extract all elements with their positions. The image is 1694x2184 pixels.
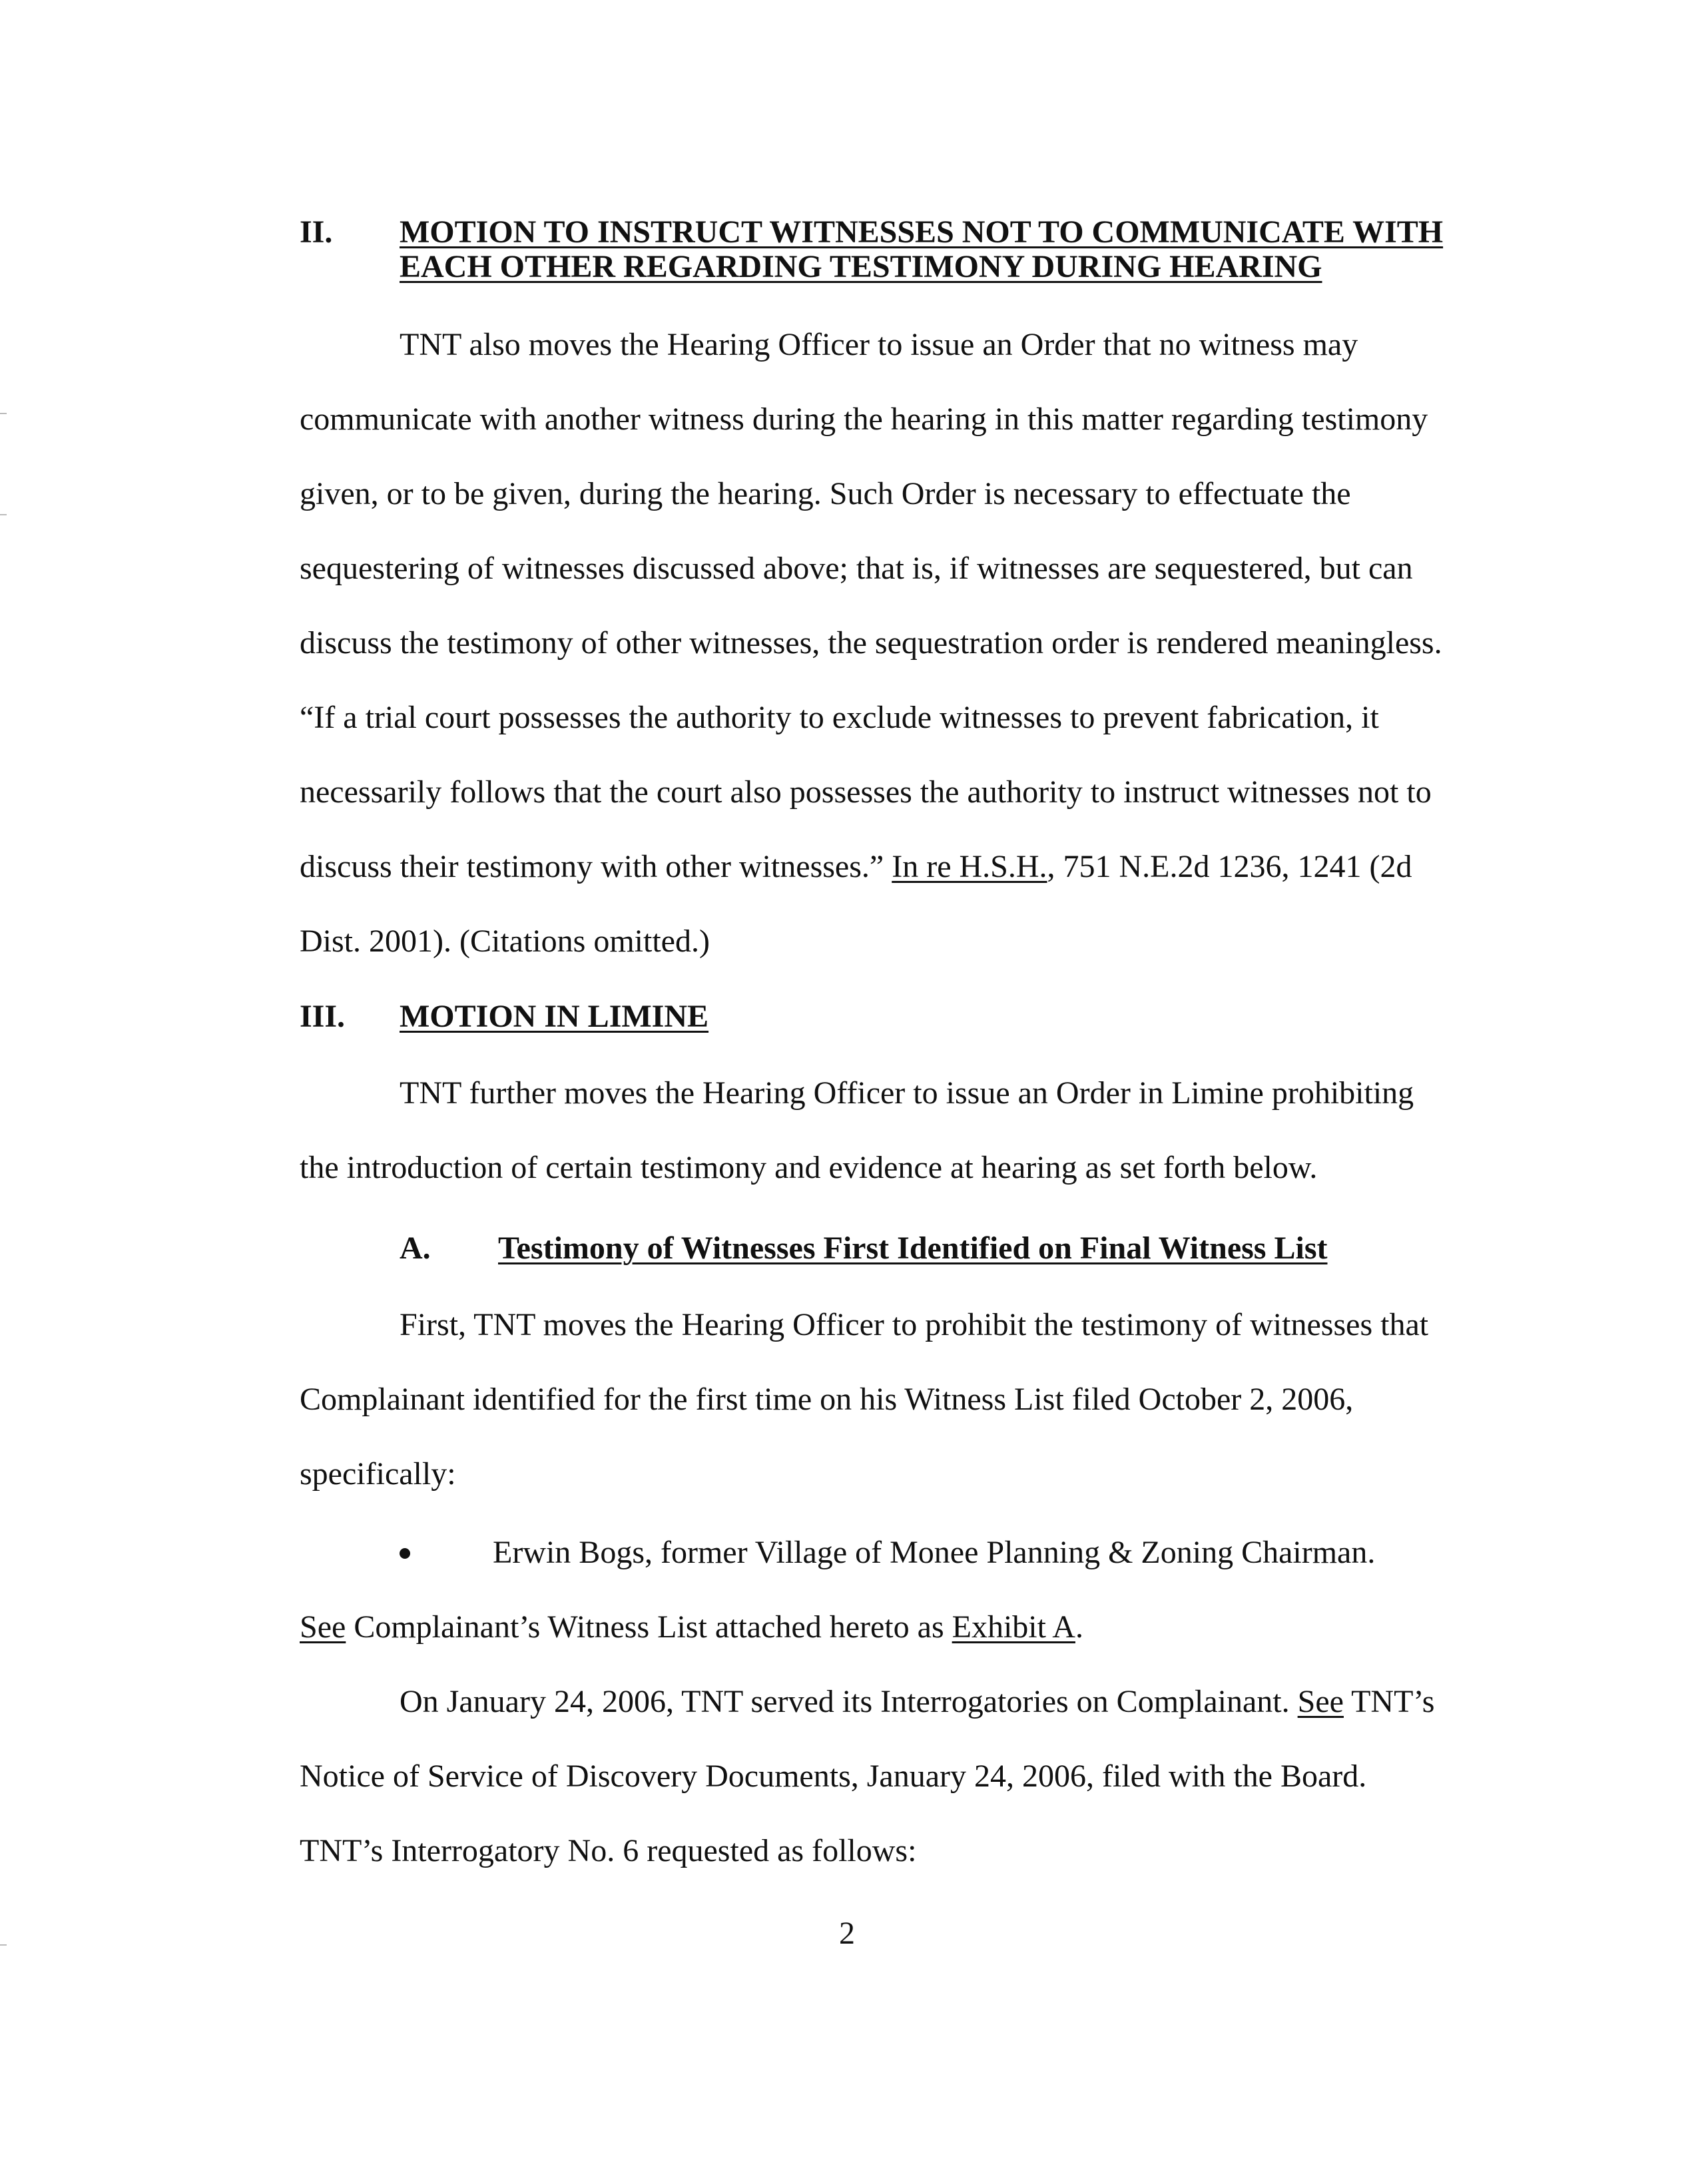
page-number: 2 [839, 1916, 855, 1951]
paragraph-line: given, or to be given, during the hearing. Such Order is necessary to effectuate the [300, 476, 1351, 511]
scan-margin-mark [0, 514, 7, 515]
paragraph-line: TNT also moves the Hearing Officer to issue an Order that no witness may [400, 327, 1358, 362]
paragraph-line: Complainant identified for the first time on his Witness List filed October 2, 2006, [300, 1382, 1354, 1417]
bullet-item: Erwin Bogs, former Village of Monee Planning & Zoning Chairman. [493, 1535, 1376, 1570]
paragraph-line: “If a trial court possesses the authority to exclude witnesses to prevent fabrication, it [300, 700, 1379, 735]
paragraph-line: On January 24, 2006, TNT served its Interrogatories on Complainant. See TNT’s [400, 1684, 1435, 1719]
bullet-icon [400, 1548, 410, 1559]
paragraph-line: Dist. 2001). (Citations omitted.) [300, 924, 710, 959]
section-3-number: III. [300, 999, 346, 1034]
paragraph-line-citation: discuss their testimony with other witnesses.” In re H.S.H., 751 N.E.2d 1236, 1241 (2d [300, 849, 1412, 884]
paragraph-line: communicate with another witness during the hearing in this matter regarding testimony [300, 402, 1428, 437]
exhibit-reference: Exhibit A [952, 1609, 1075, 1645]
paragraph-line: the introduction of certain testimony and evidence at hearing as set forth below. [300, 1150, 1318, 1185]
paragraph-line: sequestering of witnesses discussed above; that is, if witnesses are sequestered, but can [300, 551, 1413, 586]
see-exhibit-line: See Complainant’s Witness List attached hereto as Exhibit A. [300, 1609, 1083, 1645]
paragraph-line: TNT’s Interrogatory No. 6 requested as follows: [300, 1833, 917, 1868]
scan-margin-mark [0, 413, 7, 414]
subsection-a-letter: A. [400, 1230, 431, 1266]
paragraph-line: TNT further moves the Hearing Officer to issue an Order in Limine prohibiting [400, 1075, 1414, 1111]
paragraph-line: necessarily follows that the court also possesses the authority to instruct witnesses not to [300, 774, 1432, 810]
paragraph-line: discuss the testimony of other witnesses, the sequestration order is rendered meaningless. [300, 625, 1442, 661]
paragraph-line: specifically: [300, 1456, 456, 1492]
section-2-title-line1: MOTION TO INSTRUCT WITNESSES NOT TO COMMUNICATE WITH [400, 214, 1444, 250]
paragraph-line: First, TNT moves the Hearing Officer to prohibit the testimony of witnesses that [400, 1307, 1429, 1342]
section-2-number: II. [300, 214, 333, 250]
subsection-a-title: Testimony of Witnesses First Identified on Final Witness List [498, 1230, 1328, 1266]
case-citation: In re H.S.H. [892, 849, 1047, 884]
paragraph-line: Notice of Service of Discovery Documents, January 24, 2006, filed with the Board. [300, 1759, 1367, 1794]
section-2-title-line2: EACH OTHER REGARDING TESTIMONY DURING HEARING [400, 249, 1322, 284]
section-3-title: MOTION IN LIMINE [400, 999, 709, 1034]
